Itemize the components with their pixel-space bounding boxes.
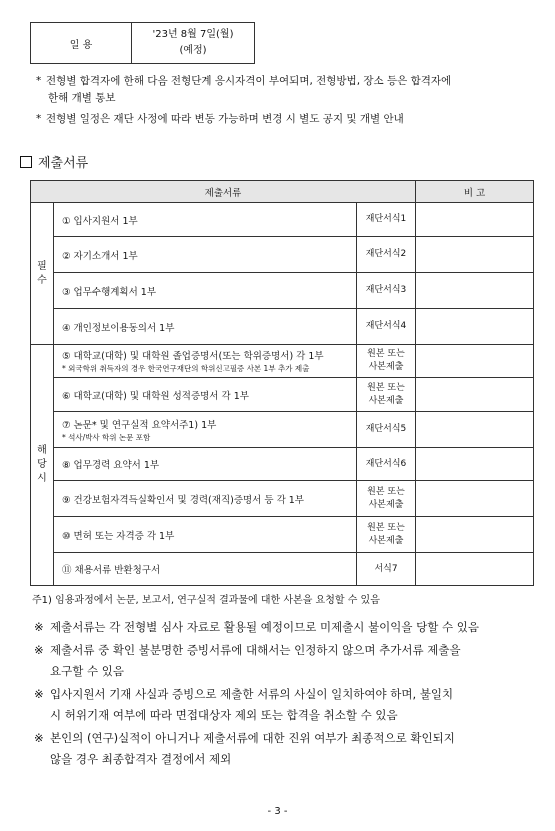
remark-1-line1: 제출서류는 각 전형별 심사 자료로 활용될 예정이므로 미제출시 불이익을 당할 수 있음 bbox=[50, 620, 480, 634]
remark-4-line2: 않을 경우 최종합격자 결정에서 제외 bbox=[50, 752, 232, 766]
doc-form: 원본 또는 사본제출 bbox=[357, 378, 416, 412]
doc-item: ⑩ 면허 또는 자격증 각 1부 bbox=[54, 517, 357, 553]
doc-form: 재단서식6 bbox=[357, 448, 416, 481]
doc-form: 원본 또는 사본제출 bbox=[357, 345, 416, 378]
group-required-label: 필 수 bbox=[37, 260, 47, 286]
schedule-row bbox=[31, 23, 535, 64]
remark-2 bbox=[34, 640, 540, 682]
table-row bbox=[31, 553, 534, 586]
footnote: 주1) 임용과정에서 논문, 보고서, 연구실적 결과물에 대한 사본을 요청할 수 있음 bbox=[32, 595, 380, 606]
doc-item-sub: * 석사/박사 학위 논문 포함 bbox=[62, 432, 151, 442]
schedule-table bbox=[30, 22, 534, 64]
remark-3-line1: 입사지원서 기재 사실과 증빙으로 제출한 서류의 사실이 일치하여야 하며, 불일치 bbox=[50, 687, 454, 701]
doc-form: 재단서식5 bbox=[357, 412, 416, 448]
documents-table bbox=[30, 180, 534, 586]
doc-form: 재단서식3 bbox=[357, 273, 416, 309]
doc-remark bbox=[416, 378, 534, 412]
remark-mark: ※ bbox=[34, 687, 44, 701]
remark-2-line1: 제출서류 중 확인 불분명한 증빙서류에 대해서는 인정하지 않으며 추가서류 제출을 bbox=[50, 643, 461, 657]
doc-form: 재단서식2 bbox=[357, 237, 416, 273]
remark-3 bbox=[34, 684, 540, 726]
doc-remark bbox=[416, 203, 534, 237]
note-1 bbox=[36, 73, 536, 107]
doc-item: ③ 업무수행계획서 1부 bbox=[54, 273, 357, 309]
section-title bbox=[20, 152, 88, 171]
schedule-date-line2: (예정) bbox=[179, 45, 207, 56]
checkbox-square-icon bbox=[20, 156, 32, 168]
doc-item bbox=[54, 345, 357, 378]
note-mark: * bbox=[36, 113, 42, 125]
doc-item: ⑧ 업무경력 요약서 1부 bbox=[54, 448, 357, 481]
doc-remark bbox=[416, 481, 534, 517]
header-docs: 제출서류 bbox=[31, 181, 416, 203]
schedule-label: 일 용 bbox=[31, 23, 132, 64]
doc-item bbox=[54, 412, 357, 448]
section-title-text: 제출서류 bbox=[38, 156, 89, 171]
doc-remark bbox=[416, 237, 534, 273]
table-row bbox=[31, 273, 534, 309]
doc-remark bbox=[416, 448, 534, 481]
doc-remark bbox=[416, 309, 534, 345]
note-mark: * bbox=[36, 75, 42, 87]
doc-item: ⑥ 대학교(대학) 및 대학원 성적증명서 각 1부 bbox=[54, 378, 357, 412]
doc-item-label: ⑦ 논문* 및 연구실적 요약서주1) 1부 bbox=[62, 419, 217, 431]
schedule-date-line1: '23년 8월 7일(월) bbox=[152, 29, 234, 40]
doc-remark bbox=[416, 273, 534, 309]
note-1-line1: 전형별 합격자에 한해 다음 전형단계 응시자격이 부여되며, 전형방법, 장소 등은 합격자에 bbox=[46, 75, 452, 87]
note-1-line2: 한해 개별 통보 bbox=[48, 92, 116, 104]
table-row bbox=[31, 203, 534, 237]
table-header-row bbox=[31, 181, 534, 203]
doc-item: ② 자기소개서 1부 bbox=[54, 237, 357, 273]
header-remark: 비 고 bbox=[416, 181, 534, 203]
group-applicable-label: 해 당 시 bbox=[37, 445, 47, 484]
note-2 bbox=[36, 111, 536, 128]
doc-item-label: ⑤ 대학교(대학) 및 대학원 졸업증명서(또는 학위증명서) 각 1부 bbox=[62, 351, 324, 362]
doc-item: ⑨ 건강보험자격득실확인서 및 경력(재직)증명서 등 각 1부 bbox=[54, 481, 357, 517]
remark-4 bbox=[34, 728, 540, 770]
doc-item-sub: * 외국학위 취득자의 경우 한국연구재단의 학위신고필증 사본 1부 추가 제출 bbox=[62, 364, 310, 373]
group-required bbox=[31, 203, 54, 345]
remark-mark: ※ bbox=[34, 731, 44, 745]
remark-3-line2: 시 허위기재 여부에 따라 면접대상자 제외 또는 합격을 취소할 수 있음 bbox=[50, 708, 398, 722]
table-row bbox=[31, 309, 534, 345]
remark-4-line1: 본인의 (연구)실적이 아니거나 제출서류에 대한 진위 여부가 최종적으로 확인되지 bbox=[50, 731, 455, 745]
schedule-empty bbox=[255, 23, 535, 64]
doc-form: 원본 또는 사본제출 bbox=[357, 481, 416, 517]
table-row bbox=[31, 345, 534, 378]
doc-item: ④ 개인정보이용동의서 1부 bbox=[54, 309, 357, 345]
table-row bbox=[31, 448, 534, 481]
remark-mark: ※ bbox=[34, 643, 44, 657]
doc-form: 재단서식1 bbox=[357, 203, 416, 237]
doc-remark bbox=[416, 412, 534, 448]
table-row bbox=[31, 378, 534, 412]
remark-2-line2: 요구할 수 있음 bbox=[50, 664, 124, 678]
table-row bbox=[31, 481, 534, 517]
table-row bbox=[31, 412, 534, 448]
doc-form: 서식7 bbox=[357, 553, 416, 586]
doc-item: ⑪ 채용서류 반환청구서 bbox=[54, 553, 357, 586]
table-row bbox=[31, 517, 534, 553]
doc-form: 원본 또는 사본제출 bbox=[357, 517, 416, 553]
table-row bbox=[31, 237, 534, 273]
doc-remark bbox=[416, 517, 534, 553]
doc-remark bbox=[416, 345, 534, 378]
group-applicable bbox=[31, 345, 54, 586]
remark-1 bbox=[34, 617, 540, 638]
schedule-date bbox=[132, 23, 255, 64]
doc-remark bbox=[416, 553, 534, 586]
remark-mark: ※ bbox=[34, 620, 44, 634]
note-2-line1: 전형별 일정은 재단 사정에 따라 변동 가능하며 변경 시 별도 공지 및 개별 안내 bbox=[46, 113, 404, 125]
page-number: - 3 - bbox=[267, 806, 288, 817]
doc-form: 재단서식4 bbox=[357, 309, 416, 345]
doc-item: ① 입사지원서 1부 bbox=[54, 203, 357, 237]
